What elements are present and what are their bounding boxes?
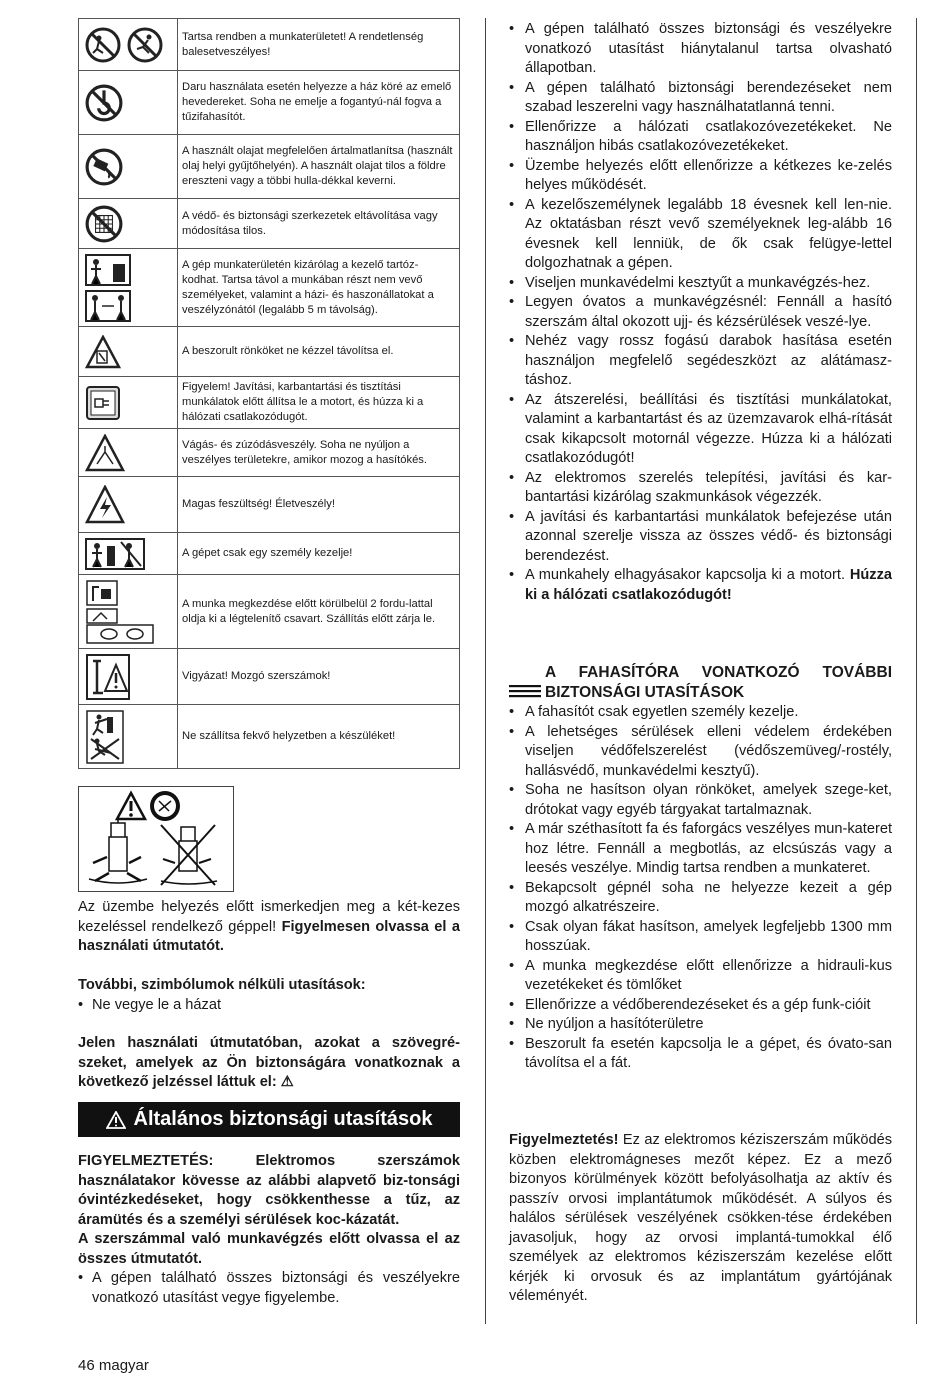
symbol-row (79, 705, 460, 769)
intro-bold-text: Figyelmesen olvassa el a használati útmutatót. (78, 918, 460, 954)
symbol-row (79, 377, 460, 429)
list-item-bold-text: Húzza ki a hálózati csatlakozódugót! (525, 567, 893, 603)
list-item-text: A munkahely elhagyásakor kapcsolja ki a motort. (525, 567, 846, 583)
no-guard-removal-icon (85, 205, 123, 243)
list-item: • A gépen található összes biztonsági és veszélyekre vonatkozó utasítást hiánytalanul tartsa olvasható állapotban. (509, 20, 892, 79)
symbol-row (79, 19, 460, 71)
list-item: • Viseljen munkavédelmi kesztyűt a munkavégzés-hez. (509, 274, 892, 294)
symbol-row (79, 533, 460, 575)
list-item: • A gépen található biztonsági berendezéseket nem szabad leszerelni vagy használhatatlanná tenni. (509, 79, 892, 118)
symbol-row (79, 135, 460, 199)
symbol-text: Figyelem! Javítási, karbantartási és tisztítási munkálatok előtt állítsa le a motort, és húzza ki a hálózati csatlakozódugót. (178, 377, 460, 429)
list-item: • A kezelőszemélynek legalább 18 évesnek kell len-nie. Az oktatásban részt vevő személyeknek leg-alább 16 évesnek kell lenniük, de ők csak felügye-lettel dolgozhatnak a gépen. (509, 196, 892, 274)
list-item: • Az átszerelési, beállítási és tisztítási munkálatokat, valamint a karbantartást és az üzemzavarok elhá-rítását csak kikapcsolt motornál végezze. Húzza ki a hálózati csatlakozódugót! (509, 391, 892, 469)
symbol-row (79, 71, 460, 135)
page-number: 46 magyar (78, 1357, 149, 1374)
warning-triangle-icon (106, 1111, 126, 1129)
symbol-row (79, 429, 460, 477)
operator-zone-icon (85, 254, 131, 286)
symbol-text: A gép munkaterületén kizárólag a kezelő tartóz-kodhat. Tartsa távol a munkában részt nem vevő személyeket, valamint a házi- és haszonállatokat a veszélyzónától (legalább 5 m távolság). (178, 249, 460, 327)
list-item: • A munka megkezdése előtt ellenőrizze a hidrauli-kus vezetékeket és tömlőket (509, 957, 892, 996)
jammed-log-warning-icon (85, 335, 121, 369)
right-safety-list (509, 20, 892, 605)
emf-text: Ez az elektromos kéziszerszám működés közben elektromágneses mezőt képez. Ez a mező bizonyos körülmények között befolyásolhatja az aktív és passzív orvosi implantátumok működését. A súlyos és halálos sérülések veszélyének csökken-tése érdekében javasoljuk, hogy az orvosi implantá-tumokkal élő személyek az elektromos kéziszerszám kezelése előtt kérjék ki orvosuk és az implantátum gyártójának véleményét. (509, 1132, 892, 1304)
list-item (509, 566, 892, 605)
list-item: • Bekapcsolt gépnél soha ne helyezze kezeit a gép mozgó alkatrészeire. (509, 879, 892, 918)
two-hand-operation-illustration (78, 786, 234, 892)
symbol-text: Ne szállítsa fekvő helyzetben a készüléket! (178, 705, 460, 769)
marking-explanation (78, 1034, 460, 1093)
list-item: • Csak olyan fákat hasítson, amelyek legfeljebb 1300 mm hosszúak. (509, 918, 892, 957)
left-list-item: • A gépen található összes biztonsági és veszélyekre vonatkozó utasítást vegye figyelembe. (78, 1269, 460, 1308)
emf-label: Figyelmeztetés! (509, 1132, 619, 1148)
list-item: • A javítási és karbantartási munkálatok befejezése után azonnal szerelje vissza az összes védő- és biztonsági berendezést. (509, 508, 892, 567)
column-divider-right (916, 18, 917, 1324)
list-item: • Soha ne hasítson olyan rönköket, amelyek szege-ket, drótokat vagy egyéb tárgyakat tartalmaznak. (509, 781, 892, 820)
vent-screw-icon (85, 579, 155, 645)
symbol-row (79, 327, 460, 377)
further-title: További, szimbólumok nélküli utasítások: (78, 977, 366, 993)
safety-symbol-table (78, 18, 460, 769)
read-all-text: A szerszámmal való munkavégzés előtt olvassa el az összes útmutatót. (78, 1231, 460, 1267)
warning-label: FIGYELMEZTETÉS: (78, 1153, 214, 1169)
symbol-row (79, 575, 460, 649)
trip-hazard-icon (127, 27, 163, 63)
two-hand-operation-drawing (79, 787, 233, 891)
symbol-row (79, 477, 460, 533)
general-safety-banner (78, 1102, 460, 1137)
crush-hazard-icon (85, 434, 125, 472)
symbol-text: Vigyázat! Mozgó szerszámok! (178, 649, 460, 705)
single-operator-icon (85, 538, 145, 570)
warning-text: Elektromos szerszámok használatakor kövesse az alábbi alapvető biz-tonsági óvintézkedéseket, hogy csökkenthesse a tűz, az áramütés és a személyi sérülések koc-kázatát. (78, 1153, 460, 1228)
bystander-distance-icon (85, 290, 131, 322)
list-item: • Üzembe helyezés előtt ellenőrizze a kétkezes ke-zelés helyes működését. (509, 157, 892, 196)
symbol-text: A gépet csak egy személy kezelje! (178, 533, 460, 575)
unplug-before-maintenance-icon (85, 385, 121, 421)
further-instructions (78, 976, 460, 1015)
banner-title: Általános biztonsági utasítások (133, 1108, 433, 1130)
no-lying-transport-icon (85, 709, 125, 765)
symbol-text: Magas feszültség! Életveszély! (178, 477, 460, 533)
symbol-row (79, 199, 460, 249)
list-item: • Legyen óvatos a munkavégzésnél: Fennáll a hasító szerszám által okozott ujj- és kézsérülések veszé-lye. (509, 293, 892, 332)
log-splitter-safety-list (509, 703, 892, 1074)
heading-line-1: A FAHASÍTÓRA VONATKOZÓ TOVÁBBI (545, 664, 892, 681)
symbol-text: Vágás- és zúzódásveszély. Soha ne nyúljon a veszélyes területekre, amikor mozog a hasítókés. (178, 429, 460, 477)
intro-paragraph (78, 898, 460, 957)
emf-warning (509, 1131, 892, 1307)
further-item: • Ne vegye le a házat (78, 996, 460, 1016)
high-voltage-icon (85, 485, 125, 525)
log-splitter-safety-heading (509, 663, 892, 703)
symbol-text: Daru használata esetén helyezze a ház köré az emelő hevedereket. Soha ne emelje a fogantyú-nál fogva a tűzifahasítót. (178, 71, 460, 135)
list-item: • Ellenőrizze a védőberendezéseket és a gép funk-cióit (509, 996, 892, 1016)
manual-section-icon (509, 685, 541, 699)
crane-hook-icon (85, 84, 123, 122)
list-item: • Az elektromos szerelés telepítési, javítási és kar-bantartási kizárólag szakmunkások végezzék. (509, 469, 892, 508)
heading-line-2: BIZTONSÁGI UTASÍTÁSOK (545, 684, 745, 701)
symbol-row (79, 649, 460, 705)
list-item: • Ellenőrizze a hálózati csatlakozóvezetékeket. Ne használjon hibás csatlakozóvezetékeket. (509, 118, 892, 157)
symbol-text: Tartsa rendben a munkaterületet! A rendetlenség balesetveszélyes! (178, 19, 460, 71)
moving-tools-icon (85, 653, 131, 701)
slip-hazard-icon (85, 27, 121, 63)
intro-text: Az üzembe helyezés előtt ismerkedjen meg a két-kezes kezeléssel rendelkező géppel! (78, 899, 460, 935)
list-item: • A lehetséges sérülések elleni védelem érdekében viseljen védőfelszerelést (védőszemüveg/-rostély, hallásvédő, munkavédelmi kesztyű). (509, 723, 892, 782)
symbol-text: A használt olajat megfelelően ártalmatlanítsa (használt olaj helyi gyűjtőhelyén). A használt olajat tilos a földre ereszteni vagy a többi hulla-dékkal keverni. (178, 135, 460, 199)
oil-disposal-icon (85, 148, 123, 186)
symbol-text: A védő- és biztonsági szerkezetek eltávolítása vagy módosítása tilos. (178, 199, 460, 249)
symbol-text: A beszorult rönköket ne kézzel távolítsa el. (178, 327, 460, 377)
general-warning-block (78, 1152, 460, 1308)
list-item: • A fahasítót csak egyetlen személy kezelje. (509, 703, 892, 723)
symbol-row (79, 249, 460, 327)
list-item: • Beszorult fa esetén kapcsolja le a gépet, és óvato-san távolítsa el a fát. (509, 1035, 892, 1074)
symbol-text: A munka megkezdése előtt körülbelül 2 fordu-lattal oldja ki a légtelenítő csavart. Szállítás előtt zárja le. (178, 575, 460, 649)
marking-text: Jelen használati útmutatóban, azokat a szövegré-szeket, amelyek az Ön biztonságára vonatkoznak a következő jelzéssel láttuk el: ⚠ (78, 1035, 460, 1090)
column-divider-left (485, 18, 486, 1324)
list-item: • Nehéz vagy rossz fogású darabok hasítása esetén használjon megfelelő segédeszközt az alátámasz-táshoz. (509, 332, 892, 391)
list-item: • A már széthasított fa és faforgács veszélyes mun-kateret hoz létre. Fennáll a megbotlás, az elcsúszás vagy a leesés veszélye. Mindig tartsa rendben a munkateret. (509, 820, 892, 879)
list-item: • Ne nyúljon a hasítóterületre (509, 1015, 892, 1035)
